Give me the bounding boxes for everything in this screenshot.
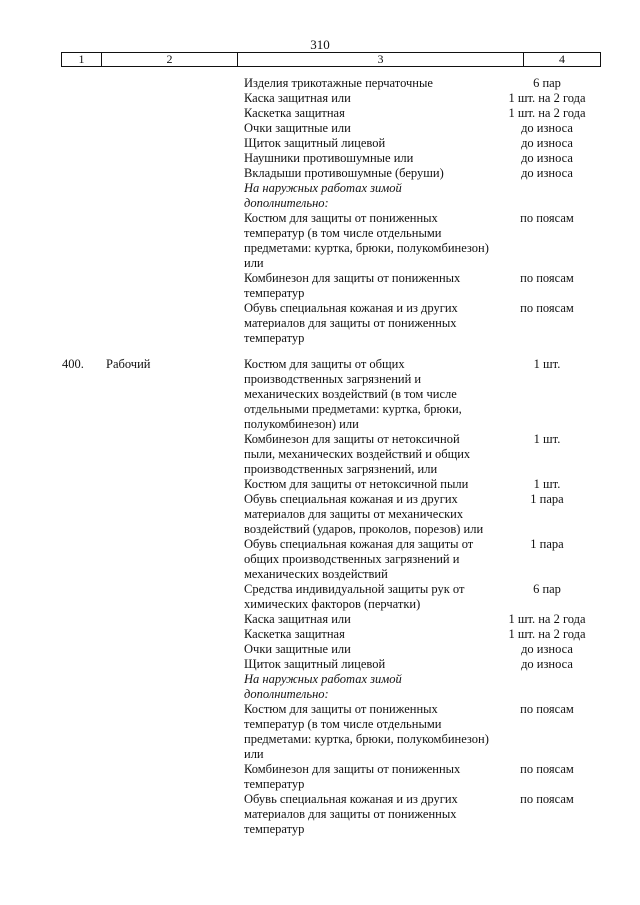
issue-norm: 1 шт. xyxy=(533,432,561,446)
ppe-item: Комбинезон для защиты от нетоксичной пыли, механических воздействий и общих производственных загрязнений, или xyxy=(244,432,471,476)
ppe-item: Костюм для защиты от общих производственных загрязнений и механических воздействий (в том числе отдельными предметами: куртка, брюки, полукомбинезон) или xyxy=(244,357,462,431)
ppe-item: Обувь специальная кожаная и из других материалов для защиты от пониженных температур xyxy=(244,792,458,836)
table-row xyxy=(0,762,640,792)
ppe-item: Каскетка защитная xyxy=(244,106,345,120)
ppe-item: Обувь специальная кожаная и из других материалов для защиты от механических воздействий (ударов, проколов, порезов) или xyxy=(244,492,484,536)
table-row xyxy=(0,211,640,271)
ppe-item: Очки защитные или xyxy=(244,121,351,135)
ppe-item: Костюм для защиты от пониженных температур (в том числе отдельными предметами: куртка, брюки, полукомбинезон) или xyxy=(244,211,489,270)
table-row xyxy=(0,106,640,121)
ppe-item: Комбинезон для защиты от пониженных температур xyxy=(244,762,461,791)
profession-block xyxy=(0,357,640,837)
page-number: 310 xyxy=(310,37,330,52)
profession-number: 400. xyxy=(62,357,84,371)
ppe-item: Костюм для защиты от нетоксичной пыли xyxy=(244,477,469,491)
ppe-item: Каскетка защитная xyxy=(244,627,345,641)
ppe-item: Обувь специальная кожаная и из других материалов для защиты от пониженных температур xyxy=(244,301,458,345)
ppe-item: Каска защитная или xyxy=(244,612,351,626)
issue-norm: по поясам xyxy=(520,792,574,806)
issue-norm: до износа xyxy=(521,151,573,165)
table-row xyxy=(0,657,640,672)
profession-name: Рабочий xyxy=(106,357,151,371)
table-row xyxy=(0,432,640,477)
table-row xyxy=(0,582,640,612)
table-row xyxy=(0,537,640,582)
ppe-item: Костюм для защиты от пониженных температур (в том числе отдельными предметами: куртка, брюки, полукомбинезон) или xyxy=(244,702,489,761)
table-row xyxy=(0,702,640,762)
issue-norm: 6 пар xyxy=(533,76,561,90)
header-col-4: 4 xyxy=(559,52,565,66)
header-col-3: 3 xyxy=(238,53,524,66)
ppe-item: Очки защитные или xyxy=(244,642,351,656)
table-header xyxy=(61,52,601,67)
issue-norm: по поясам xyxy=(520,211,574,225)
issue-norm: по поясам xyxy=(520,762,574,776)
subsection-heading: На наружных работах зимой дополнительно: xyxy=(244,181,402,210)
table-row xyxy=(0,151,640,166)
issue-norm: 1 шт. на 2 года xyxy=(508,106,586,120)
issue-norm: по поясам xyxy=(520,271,574,285)
table-row xyxy=(0,121,640,136)
issue-norm: 1 шт. на 2 года xyxy=(508,627,586,641)
issue-norm: 1 шт. на 2 года xyxy=(508,612,586,626)
ppe-item: Наушники противошумные или xyxy=(244,151,414,165)
table-row xyxy=(0,271,640,301)
issue-norm: 6 пар xyxy=(533,582,561,596)
table-row xyxy=(0,357,640,432)
table-row xyxy=(0,301,640,346)
ppe-item: Средства индивидуальной защиты рук от химических факторов (перчатки) xyxy=(244,582,465,611)
issue-norm: по поясам xyxy=(520,702,574,716)
issue-norm: до износа xyxy=(521,657,573,671)
table-row xyxy=(0,612,640,627)
issue-norm: до износа xyxy=(521,121,573,135)
issue-norm: 1 шт. на 2 года xyxy=(508,91,586,105)
ppe-item: Вкладыши противошумные (беруши) xyxy=(244,166,444,180)
ppe-item: Каска защитная или xyxy=(244,91,351,105)
ppe-item: Щиток защитный лицевой xyxy=(244,657,386,671)
ppe-item: Щиток защитный лицевой xyxy=(244,136,386,150)
table-row xyxy=(0,76,640,91)
issue-norm: 1 пара xyxy=(530,537,564,551)
header-col-2: 2 xyxy=(102,53,238,66)
issue-norm: до износа xyxy=(521,166,573,180)
issue-norm: 1 пара xyxy=(530,492,564,506)
table-row xyxy=(0,492,640,537)
issue-norm: до износа xyxy=(521,642,573,656)
table-row xyxy=(0,166,640,181)
issue-norm: по поясам xyxy=(520,301,574,315)
continuation-block xyxy=(0,76,640,346)
table-row xyxy=(0,91,640,106)
table-row xyxy=(0,672,640,702)
header-col-1: 1 xyxy=(62,53,102,66)
issue-norm: 1 шт. xyxy=(533,357,561,371)
table-row xyxy=(0,627,640,642)
issue-norm: до износа xyxy=(521,136,573,150)
issue-norm: 1 шт. xyxy=(533,477,561,491)
table-row xyxy=(0,181,640,211)
table-row xyxy=(0,642,640,657)
subsection-heading: На наружных работах зимой дополнительно: xyxy=(244,672,402,701)
table-row xyxy=(0,792,640,837)
table-row xyxy=(0,477,640,492)
ppe-item: Обувь специальная кожаная для защиты от общих производственных загрязнений и механических воздействий xyxy=(244,537,474,581)
table-row xyxy=(0,136,640,151)
ppe-item: Комбинезон для защиты от пониженных температур xyxy=(244,271,461,300)
ppe-item: Изделия трикотажные перчаточные xyxy=(244,76,433,90)
